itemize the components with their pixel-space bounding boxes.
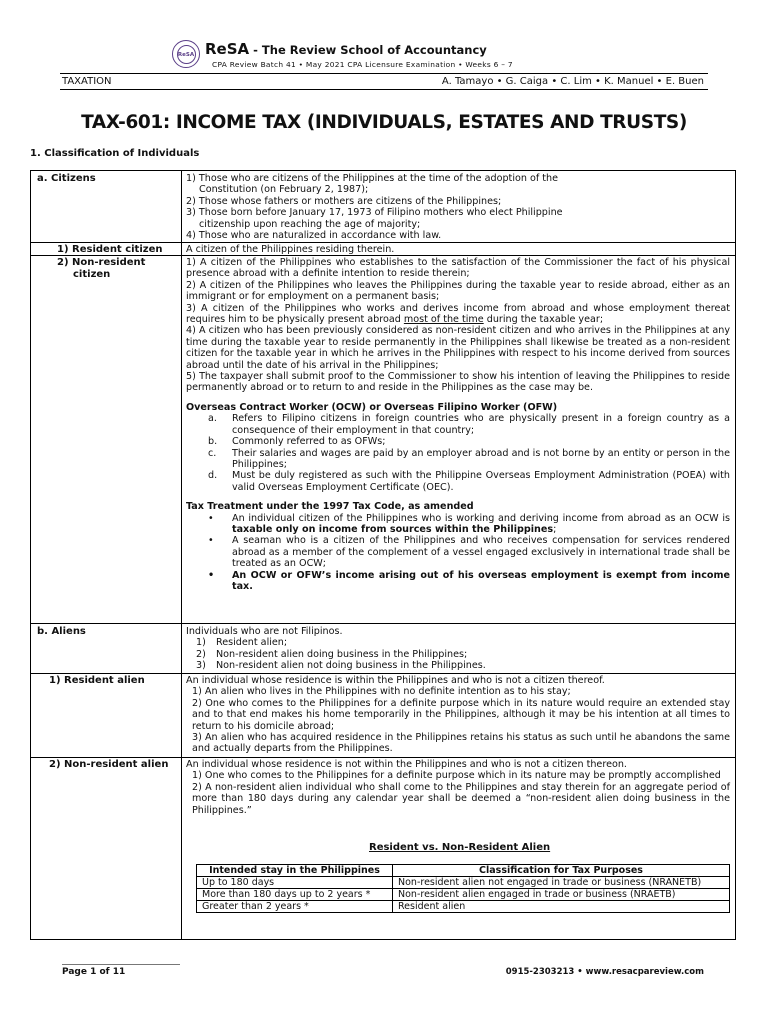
citizens-definition	[186, 173, 730, 241]
column-header: Classification for Tax Purposes	[393, 865, 730, 877]
aliens-definition	[186, 626, 730, 672]
page-number: Page 1 of 11	[62, 967, 126, 977]
tax-treatment-item: • A seaman who is a citizen of the Philippines and who receives compensation for services rendered abroad as a member of the complement of a vessel engaged exclusively in international trade shall be treated as an OCW;	[208, 535, 730, 570]
citizens-item: 3) Those born before January 17, 1973 of Filipino mothers who elect Philippine	[186, 207, 563, 219]
aliens-list-item: 3) Non-resident alien not doing business in the Philippines.	[196, 660, 486, 672]
ra-item: 1) An alien who lives in the Philippines with no definite intention as to his stay;	[192, 686, 571, 698]
table-row	[197, 889, 730, 901]
school-name	[205, 40, 487, 58]
tax-treatment-heading: Tax Treatment under the 1997 Tax Code, as amended	[186, 501, 474, 513]
ocw-list-item: b. Commonly referred to as OFWs;	[208, 436, 386, 448]
classification-table	[30, 170, 736, 940]
table-cell: Non-resident alien engaged in trade or business (NRAETB)	[393, 889, 730, 901]
table-cell: Non-resident alien not engaged in trade or business (NRANETB)	[393, 877, 730, 889]
citizens-item: citizenship upon reaching the age of majority;	[199, 218, 421, 230]
header-rule-top	[60, 73, 708, 74]
nrc-item: 5) The taxpayer shall submit proof to the Commissioner to show his intention of leaving the Philippines to reside permanently abroad or to return to and reside in the Philippines as the case may be.	[186, 371, 730, 394]
authors-list: A. Tamayo • G. Caiga • C. Lim • K. Manuel • E. Buen	[441, 76, 704, 87]
section-heading: 1. Classification of Individuals	[30, 148, 200, 159]
ocw-list-item: d. Must be duly registered as such with the Philippine Overseas Employment Administration (POEA) with valid Overseas Employment Certificate (OEC).	[208, 470, 730, 493]
row-label-nonresident-citizen: 2) Non-resident	[57, 257, 146, 268]
citizens-item: 2) Those whose fathers or mothers are citizens of the Philippines;	[186, 195, 502, 207]
table-header-row	[197, 865, 730, 877]
aliens-list-item: 1) Resident alien;	[196, 637, 288, 649]
table-cell: Up to 180 days	[197, 877, 393, 889]
nra-item: 2) A non-resident alien individual who shall come to the Philippines and stay therein for an aggregate period of more than 180 days during any calendar year shall be deemed a “non-resident alien doing business in the Philippines.”	[192, 781, 730, 816]
nrc-item: 3) A citizen of the Philippines who works and derives income from abroad and whose employment thereat requires him to be physically present abroad most of the time during the taxable year;	[186, 302, 730, 326]
resa-logo-icon: ReSA	[172, 40, 200, 68]
column-header: Intended stay in the Philippines	[197, 865, 393, 877]
ocw-list-item: c. Their salaries and wages are paid by an employer abroad and is not borne by an entity or person in the Philippines;	[208, 447, 730, 470]
nrc-item: 1) A citizen of the Philippines who establishes to the satisfaction of the Commissioner the fact of his physical presence abroad with a definite intention to reside therein;	[186, 257, 730, 280]
table-row	[197, 877, 730, 889]
aliens-list	[186, 637, 730, 671]
citizens-item: Constitution (on February 2, 1987);	[199, 184, 369, 196]
row-label-resident-alien: 1) Resident alien	[49, 675, 145, 686]
row-label-resident-citizen: 1) Resident citizen	[57, 244, 163, 255]
row-divider	[31, 757, 735, 758]
column-divider	[181, 171, 182, 939]
nonresident-citizen-definition	[186, 257, 730, 592]
aliens-intro: Individuals who are not Filipinos.	[186, 626, 343, 637]
tax-treatment-item: • An OCW or OFW’s income arising out of his overseas employment is exempt from income tax.	[208, 569, 730, 592]
row-divider	[31, 623, 735, 624]
row-divider	[31, 673, 735, 674]
brand-rest: - The Review School of Accountancy	[249, 43, 487, 57]
citizens-item: 1) Those who are citizens of the Philippines at the time of the adoption of the	[186, 173, 559, 184]
row-label-nonresident-citizen-cont: citizen	[73, 269, 111, 280]
tax-treatment-list	[186, 513, 730, 593]
header-rule-bottom	[60, 89, 708, 90]
comparison-table-title: Resident vs. Non-Resident Alien	[369, 842, 551, 853]
brand-main: ReSA	[205, 40, 250, 58]
ra-item: 2) One who comes to the Philippines for a definite purpose which in its nature would require an extended stay and to that end makes his home temporarily in the Philippines, although it may be his intention at all times to return to his domicile abroad;	[192, 697, 730, 732]
resident-vs-nonresident-table	[196, 864, 730, 913]
subject-label: TAXATION	[62, 76, 112, 87]
footer-rule	[62, 964, 180, 965]
citizens-item: 4) Those who are naturalized in accordance with law.	[186, 230, 442, 242]
emphasis-bold: taxable only on income from sources within the Philippines	[232, 523, 554, 535]
row-label-nonresident-alien: 2) Non-resident alien	[49, 759, 169, 770]
ocw-list	[186, 413, 730, 493]
nonresident-alien-intro: An individual whose residence is not within the Philippines and who is not a citizen thereon.	[186, 759, 627, 770]
footer-contact: 0915-2303213 • www.resacpareview.com	[505, 967, 704, 977]
aliens-list-item: 2) Non-resident alien doing business in the Philippines;	[196, 648, 468, 660]
resident-alien-definition	[186, 675, 730, 755]
nrc-item: 4) A citizen who has been previously considered as non-resident citizen and who arrives in the Philippines at any time during the taxable year to reside permanently in the Philippines shall likewise be treated as a non-resident citizen for the taxable year in which he arrives in the Philippines with respect to his income derived from sources abroad until the date of his arrival in the Philippines;	[186, 325, 730, 371]
table-row	[197, 901, 730, 913]
ra-item: 3) An alien who has acquired residence in the Philippines retains his status as such until he abandons the same and actually departs from the Philippines.	[192, 732, 730, 755]
batch-subtitle: CPA Review Batch 41 • May 2021 CPA Licensure Examination • Weeks 6 – 7	[212, 60, 513, 69]
resident-citizen-definition: A citizen of the Philippines residing therein.	[186, 244, 395, 255]
tax-treatment-item: • An individual citizen of the Philippines who is working and deriving income from abroad as an OCW is taxable only on income from sources within the Philippines;	[208, 512, 730, 535]
ocw-heading: Overseas Contract Worker (OCW) or Overseas Filipino Worker (OFW)	[186, 401, 558, 413]
nrc-item: 2) A citizen of the Philippines who leaves the Philippines during the taxable year to reside abroad, either as an immigrant or for employment on a permanent basis;	[186, 279, 730, 303]
row-label-citizens: a. Citizens	[37, 173, 96, 184]
document-title: TAX-601: INCOME TAX (INDIVIDUALS, ESTATES AND TRUSTS)	[81, 112, 687, 133]
table-cell: Greater than 2 years *	[197, 901, 393, 913]
table-cell: Resident alien	[393, 901, 730, 913]
resident-alien-intro: An individual whose residence is within the Philippines and who is not a citizen thereof.	[186, 675, 605, 686]
row-divider	[31, 242, 735, 243]
nra-item: 1) One who comes to the Philippines for a definite purpose which in its nature may be promptly accomplished	[192, 770, 721, 782]
row-label-aliens: b. Aliens	[37, 626, 86, 637]
ocw-list-item: a. Refers to Filipino citizens in foreign countries who are physically present in a foreign country as a consequence of their employment in that country;	[208, 413, 730, 436]
table-cell: More than 180 days up to 2 years *	[197, 889, 393, 901]
nonresident-alien-definition	[186, 759, 730, 816]
emphasis-underline: most of the time	[403, 314, 484, 326]
